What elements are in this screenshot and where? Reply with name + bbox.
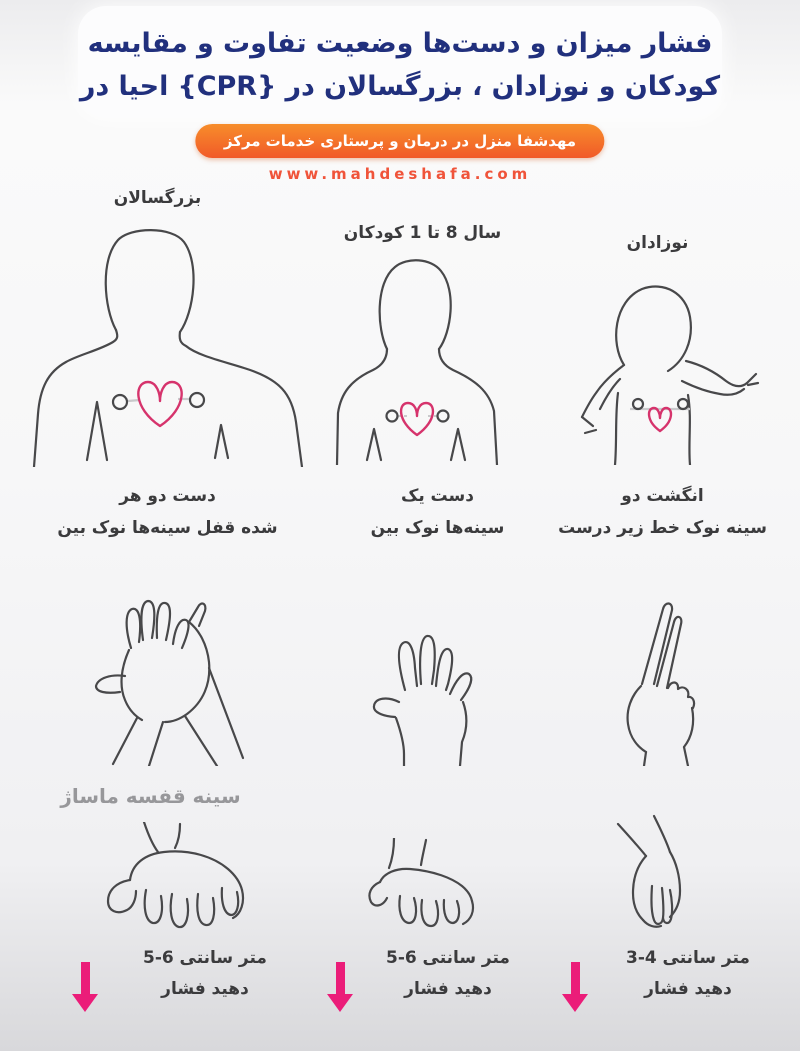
column-header-infants: نوزادان — [626, 233, 689, 253]
heart-icon — [138, 382, 181, 426]
hand-position-infants-line2: درست زیر خط نوک سینه — [558, 518, 767, 538]
company-badge: مرکز خدمات پرستاری و درمان در منزل مهدشفا — [195, 124, 604, 158]
hand-position-infants-line1: دو انگشت — [621, 486, 704, 506]
depth-instruction-infants — [618, 943, 758, 1005]
infant-figure — [580, 273, 780, 465]
one-hand-pressing-icon — [358, 838, 498, 938]
two-hands-interlocked-icon — [85, 588, 280, 766]
depth-children-line1: 5-6 سانتی متر — [386, 948, 510, 968]
hand-position-label-adults — [45, 480, 290, 544]
depth-adults-line2: فشار دهید — [161, 979, 249, 999]
two-fingers-pressing-icon — [612, 798, 712, 946]
two-stacked-hands-pressing-icon — [88, 822, 288, 940]
page-title — [0, 22, 800, 108]
down-arrow-icon — [72, 962, 98, 1012]
hand-position-adults-line2: بین نوک سینه‌ها قفل شده — [57, 518, 278, 538]
child-torso-figure — [335, 253, 515, 465]
depth-infants-line1: 3-4 سانتی متر — [626, 948, 750, 968]
heart-icon — [401, 403, 433, 435]
down-arrow-icon — [562, 962, 588, 1012]
column-header-children: کودکان 1 تا 8 سال — [343, 223, 502, 243]
one-open-hand-icon — [365, 586, 495, 766]
depth-infants-line2: فشار دهید — [644, 979, 732, 999]
heart-icon — [649, 408, 671, 431]
depth-instruction-adults — [135, 943, 275, 1005]
chest-massage-section-label: ماساژ قفسه سینه — [60, 784, 241, 808]
title-line-2: در احیا {CPR} در بزرگسالان ، نوزادان و کودکان — [79, 71, 721, 102]
column-header-adults: بزرگسالان — [113, 188, 202, 208]
two-fingers-icon — [612, 586, 712, 766]
website-url: www.mahdeshafa.com — [268, 165, 532, 183]
title-line-1: مقایسه و تفاوت وضعیت دست‌ها و میزان فشار — [87, 28, 713, 59]
hand-position-children-line1: یک دست — [401, 486, 474, 506]
adult-torso-figure — [30, 222, 315, 467]
hand-position-label-infants — [540, 480, 785, 544]
hand-position-adults-line1: هر دو دست — [119, 486, 216, 506]
depth-adults-line1: 5-6 سانتی متر — [143, 948, 267, 968]
down-arrow-icon — [327, 962, 353, 1012]
depth-instruction-children — [378, 943, 518, 1005]
hand-position-children-line2: بین نوک سینه‌ها — [370, 518, 505, 538]
hand-position-label-children — [340, 480, 535, 544]
depth-children-line2: فشار دهید — [404, 979, 492, 999]
